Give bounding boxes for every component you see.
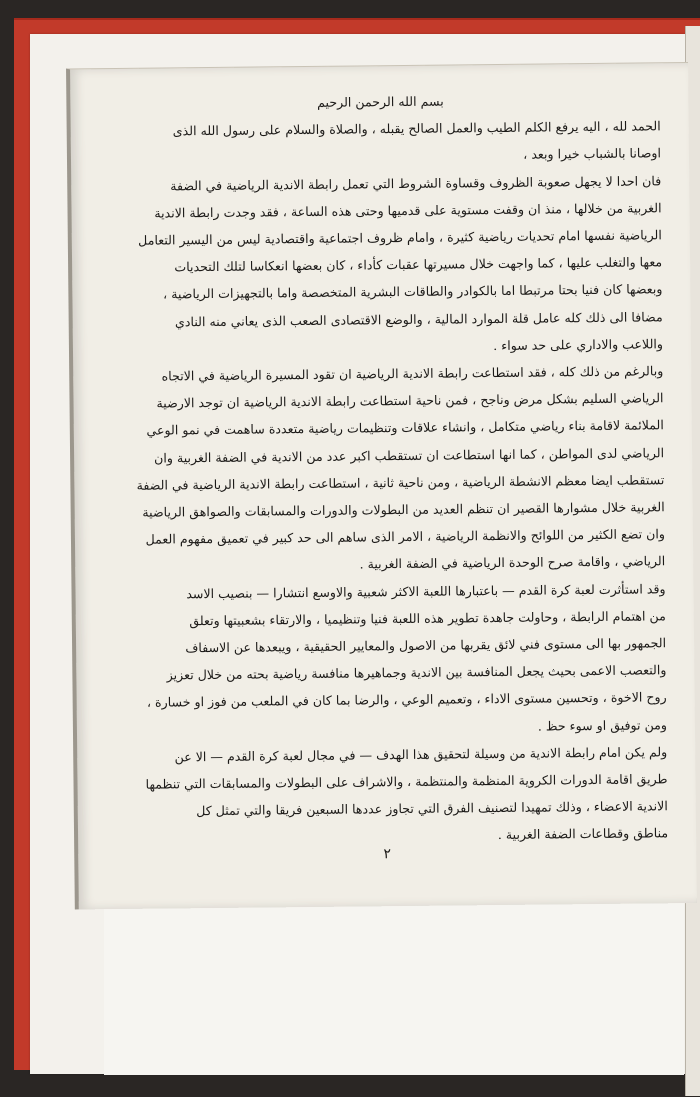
text-line: الرياضي لدى المواطن ، كما انها استطاعت ان تستقطب اكبر عدد من الاندية في الضفة الغربية وان: [154, 444, 665, 466]
text-line: وان تضع الكثير من اللوائح والانظمة الرياضية ، الامر الذى ساهم الى حد كبير في تعميق مفهوم العمل: [145, 526, 666, 547]
document-page: [66, 62, 697, 909]
paragraph-4: [105, 575, 667, 744]
text-line: الغربية خلال مشوارها القصير ان تنظم العديد من البطولات والدورات والمسابقات والصواهق الرياضية: [142, 499, 665, 520]
text-line: تستقطب ايضا معظم الانشطة الرياضية ، ومن ناحية ثانية ، استطاعت رابطة الاندية الرياضية في الضفة: [136, 472, 665, 493]
text-line: طريق اقامة الدورات الكروية المنظمة والمنتظمة ، والاشراف على البطولات والمسابقات التي تنظمها: [145, 771, 668, 792]
text-line: معها والتغلب عليها ، كما واجهت خلال مسيرتها عقبات كأداء ، كان بعضها انعكاسا لتلك التحديات: [174, 254, 663, 275]
text-line: من اهتمام الرابطة ، وحاولت جاهدة تطوير هذه اللعبة فنيا وتنظيميا ، والارتقاء بشعبيتها وتعلق: [189, 608, 666, 629]
text-line: الجمهور بها الى مستوى فني لائق يقربها من الاصول والمعايير الحقيقية ، ويبعدها عن الاسفاف: [185, 635, 667, 656]
page-text: [100, 85, 668, 853]
text-line: الرياضي ، واقامة صرح الوحدة الرياضية في الضفة الغربية .: [359, 553, 666, 572]
sleeve-pocket: [104, 902, 684, 1075]
text-line: وبالرغم من ذلك كله ، فقد استطاعت رابطة الاندية الرياضية ان تقود المسيرة الرياضية في الاتجاه: [161, 363, 664, 384]
text-line: الرياضي السليم بشكل مرض وناجح ، فمن ناحية استطاعت رابطة الاندية الرياضية ان توجد الارضية: [156, 390, 664, 411]
text-line: روح الاخوة ، وتحسين مستوى الاداء ، وتعميم الوعي ، والرضا بما كان في الملعب من فوز او خسارة ،: [146, 689, 667, 711]
paragraph-3: [103, 357, 665, 580]
text-line: الحمد لله ، اليه يرفع الكلم الطيب والعمل الصالح يقبله ، والصلاة والسلام على رسول الله الذى: [172, 118, 661, 139]
basmala: بسم الله الرحمن الرحيم: [317, 93, 444, 110]
text-line: الاندية الاعضاء ، وذلك تمهيدا لتصنيف الفرق التي تجاوز عددها السبعين فريقا والتي تمثل كل: [196, 798, 668, 819]
text-line: وبعضها كان فنيا بحتا مرتبطا اما بالكوادر والطاقات البشرية المتخصصة واما بالتجهيزات الرياضية ،: [163, 281, 663, 302]
text-line: وقد استأثرت لعبة كرة القدم — باعتبارها اللعبة الاكثر شعبية والاوسع انتشارا — بنصيب الاسد: [186, 580, 666, 601]
text-line: ولم يكن امام رابطة الاندية من وسيلة لتحقيق هذا الهدف — في مجال لعبة كرة القدم — الا عن: [174, 744, 668, 765]
paragraph-5: [107, 738, 668, 853]
text-line: مضافا الى ذلك كله عامل قلة الموارد المالية ، والوضع الاقتصادى الصعب الذى يعاني منه النادي: [174, 308, 663, 330]
text-line: الملائمة لاقامة بناء رياضي متكامل ، وانشاء علاقات وتنظيمات رياضية متعددة ساهمت في نمو الوعي: [146, 417, 664, 439]
text-line: فان احدا لا يجهل صعوبة الظروف وقساوة الشروط التي تعمل رابطة الاندية الرياضية في الضفة: [170, 172, 662, 194]
text-line: مناطق وقطاعات الضفة الغربية .: [497, 825, 669, 843]
text-line: واللاعب والاداري على حد سواء .: [493, 336, 664, 353]
paragraph-1: [101, 112, 662, 172]
text-line: اوصانا بالشباب خيرا وبعد ،: [523, 145, 662, 163]
text-line: والتعصب الاعمى بحيث يجعل المنافسة بين الاندية وجماهيرها منافسة رياضية بحته من خلال تعزيز: [166, 662, 667, 683]
text-line: ومن توفيق او سوء حظ .: [537, 716, 668, 734]
text-line: الغربية من خلالها ، منذ ان وقفت مستوية على قدميها وحتى هذه الساعة ، فقد وجدت رابطة الاندية: [154, 200, 662, 221]
page-number: ٢: [383, 846, 392, 863]
text-line: الرياضية نفسها امام تحديات رياضية كثيرة ، وامام ظروف اجتماعية واقتصادية ليس من اليسير التعامل: [138, 227, 662, 248]
paragraph-2: [101, 167, 663, 363]
